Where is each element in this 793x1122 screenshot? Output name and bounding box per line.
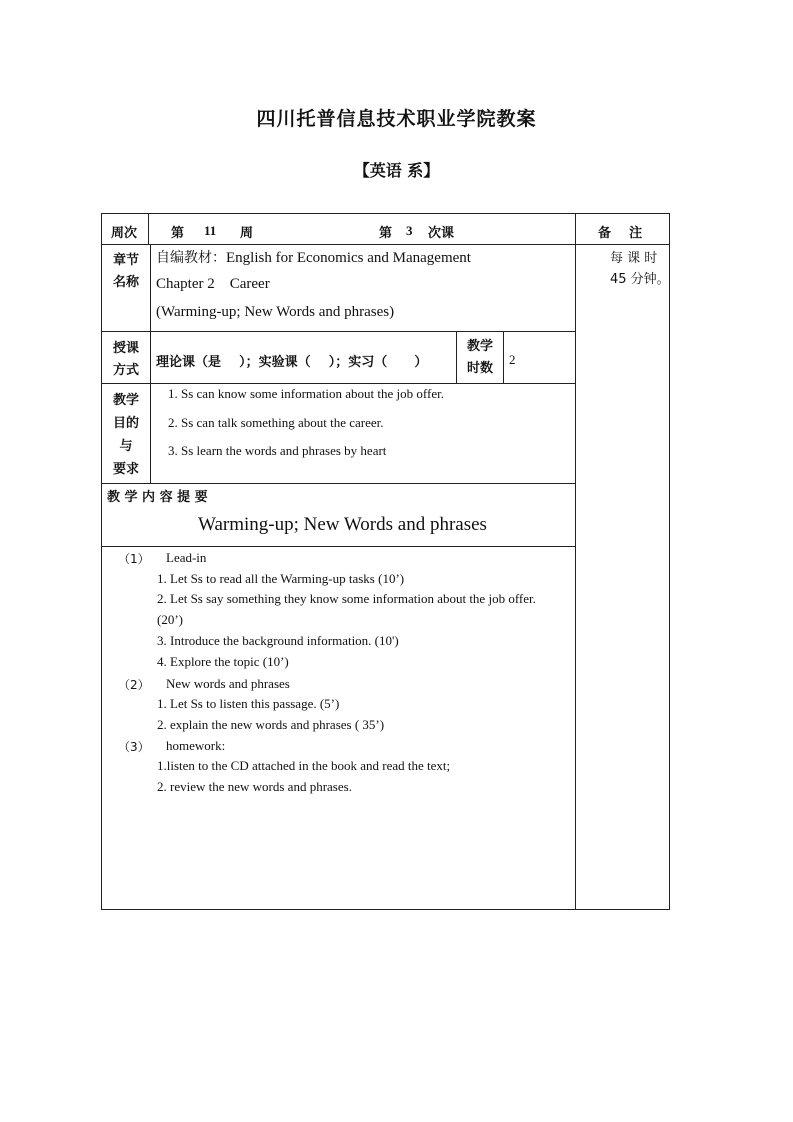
row-divider xyxy=(101,483,576,484)
objective-item: 2. Ss can talk something about the career. xyxy=(168,415,384,430)
plan-item: 2. review the new words and phrases. xyxy=(157,779,352,794)
plan-item: 2. Let Ss say something they know some information about the job offer. xyxy=(157,591,536,606)
objectives-label-line1: 教学 xyxy=(112,393,139,408)
class-suffix: 次课 xyxy=(428,226,455,241)
remarks-label: 备 注 xyxy=(598,226,643,241)
week-prefix: 第 xyxy=(171,226,185,241)
objective-item: 1. Ss can know some information about the job offer. xyxy=(168,386,444,401)
department-heading: 【英语 系】 xyxy=(353,161,440,180)
chapter-label-line1: 章节 xyxy=(112,253,139,268)
hours-value: 2 xyxy=(509,352,516,367)
plan-item: 1. Let Ss to listen this passage. (5’) xyxy=(157,696,340,711)
textbook-title: English for Economics and Management xyxy=(226,250,471,266)
class-prefix: 第 xyxy=(379,226,393,241)
plan-item: 3. Introduce the background information. (10') xyxy=(157,633,399,648)
objectives-label xyxy=(104,389,148,481)
plan-item: 4. Explore the topic (10’) xyxy=(157,654,289,669)
plan-item-continued: (20’) xyxy=(157,612,183,627)
hours-label-line1: 教学 xyxy=(466,339,493,354)
chapter-label xyxy=(104,250,148,294)
week-label: 周次 xyxy=(111,226,138,241)
mode-label-line1: 授课 xyxy=(112,341,139,356)
column-divider xyxy=(456,331,457,383)
column-divider xyxy=(148,213,149,244)
row-divider xyxy=(101,546,576,547)
section-title: homework: xyxy=(166,738,226,753)
chapter-sections: (Warming-up; New Words and phrases) xyxy=(156,304,395,320)
remark-line1: 每 课 时 xyxy=(610,251,658,266)
chapter-title: Chapter 2 Career xyxy=(156,276,270,292)
column-divider xyxy=(503,331,504,383)
section-number: （3） xyxy=(118,740,150,754)
row-divider xyxy=(101,383,576,384)
week-number: 11 xyxy=(204,223,217,238)
plan-item: 1.listen to the CD attached in the book and read the text; xyxy=(157,758,451,773)
section-title: New words and phrases xyxy=(166,676,290,691)
mode-value: 理论课（是 ）；实验课（ ）；实习（ ） xyxy=(156,355,428,370)
section-title: Lead-in xyxy=(166,550,207,565)
class-number: 3 xyxy=(406,223,413,238)
content-label: 教 学 内 容 提 要 xyxy=(107,490,208,505)
week-suffix: 周 xyxy=(240,226,254,241)
row-divider xyxy=(101,244,670,245)
mode-label-line2: 方式 xyxy=(112,363,139,378)
textbook-line xyxy=(156,247,471,267)
remark-line2: 45 分钟。 xyxy=(610,272,670,287)
plan-item: 2. explain the new words and phrases ( 35’) xyxy=(157,717,385,732)
chapter-label-line2: 名称 xyxy=(112,275,139,290)
objectives-label-line3: 与 xyxy=(119,439,133,454)
column-divider xyxy=(150,244,151,483)
hours-label-line2: 时数 xyxy=(466,361,493,376)
mode-label xyxy=(104,338,148,382)
row-divider xyxy=(101,331,576,332)
section-number: （1） xyxy=(118,552,150,566)
plan-item: 1. Let Ss to read all the Warming-up tasks (10’) xyxy=(157,571,405,586)
content-heading: Warming-up; New Words and phrases xyxy=(198,514,487,535)
textbook-prefix: 自编教材： xyxy=(156,250,226,266)
objective-item: 3. Ss learn the words and phrases by heart xyxy=(168,443,387,458)
page-title: 四川托普信息技术职业学院教案 xyxy=(256,108,537,130)
section-number: （2） xyxy=(118,678,150,692)
objectives-label-line2: 目的 xyxy=(112,416,139,431)
hours-label xyxy=(458,336,502,380)
column-divider xyxy=(575,213,576,910)
objectives-label-line4: 要求 xyxy=(112,462,139,477)
